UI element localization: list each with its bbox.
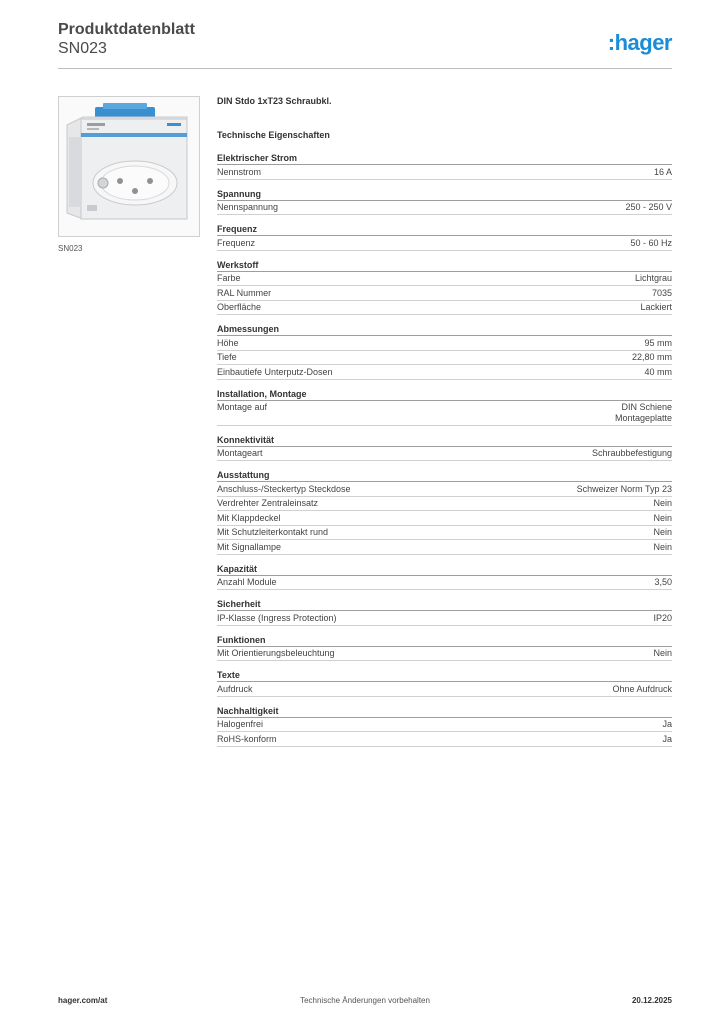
document-title: Produktdatenblatt xyxy=(58,21,195,38)
property-row xyxy=(217,526,672,541)
property-group xyxy=(217,324,672,380)
group-title: Elektrischer Strom xyxy=(217,153,672,165)
property-value: Nein xyxy=(653,527,672,537)
group-title: Funktionen xyxy=(217,635,672,647)
property-group xyxy=(217,470,672,555)
property-value: 250 - 250 V xyxy=(625,202,672,212)
product-image xyxy=(58,96,200,237)
group-title: Texte xyxy=(217,670,672,682)
property-group xyxy=(217,706,672,747)
property-label: Mit Orientierungsbeleuchtung xyxy=(217,648,335,658)
property-row xyxy=(217,401,672,426)
group-title: Spannung xyxy=(217,189,672,201)
property-value: 7035 xyxy=(651,287,672,298)
property-row xyxy=(217,336,672,351)
page-header xyxy=(58,20,672,68)
property-group xyxy=(217,635,672,662)
property-value: Lichtgrau xyxy=(634,273,672,283)
product-image-caption: SN023 xyxy=(58,244,83,253)
property-value: Nein xyxy=(653,648,672,658)
property-value: 50 - 60 Hz xyxy=(630,237,672,248)
property-group xyxy=(217,260,672,316)
group-title: Werkstoff xyxy=(217,260,672,272)
property-label: RAL Nummer xyxy=(217,287,272,298)
property-label: Mit Signallampe xyxy=(217,541,282,552)
hager-logo: :hager xyxy=(607,30,672,55)
property-row xyxy=(217,272,672,287)
property-label: Mit Schutzleiterkontakt rund xyxy=(217,527,329,537)
footer-notice: Technische Änderungen vorbehalten xyxy=(300,996,430,1005)
property-value: 16 A xyxy=(653,166,672,177)
property-row xyxy=(217,540,672,555)
group-title: Konnektivität xyxy=(217,435,672,447)
property-row xyxy=(217,351,672,366)
group-title: Sicherheit xyxy=(217,599,672,611)
property-group xyxy=(217,435,672,462)
property-label: Einbautiefe Unterputz-Dosen xyxy=(217,366,333,377)
property-row xyxy=(217,718,672,733)
property-label: Tiefe xyxy=(217,352,237,362)
property-row xyxy=(217,236,672,251)
property-group xyxy=(217,153,672,180)
property-value: Lackiert xyxy=(640,302,672,312)
footer-date: 20.12.2025 xyxy=(631,996,672,1005)
property-row xyxy=(217,511,672,526)
property-group xyxy=(217,599,672,626)
property-value: Ja xyxy=(662,733,672,744)
property-group xyxy=(217,189,672,216)
property-label: RoHS-konform xyxy=(217,733,277,744)
property-label: Anschluss-/Steckertyp Steckdose xyxy=(217,483,351,494)
property-row xyxy=(217,647,672,662)
property-row xyxy=(217,611,672,626)
property-label: Mit Klappdeckel xyxy=(217,512,281,523)
property-value: Nein xyxy=(653,541,672,552)
property-label: Halogenfrei xyxy=(217,719,264,729)
group-title: Kapazität xyxy=(217,564,672,576)
property-label: Frequenz xyxy=(217,237,256,248)
section-heading: Technische Eigenschaften xyxy=(217,130,330,140)
property-value: Nein xyxy=(653,498,672,508)
property-value: 40 mm xyxy=(644,366,672,377)
property-value: Nein xyxy=(653,512,672,523)
property-label: IP-Klasse (Ingress Protection) xyxy=(217,612,337,623)
property-label: Anzahl Module xyxy=(217,577,277,587)
property-row xyxy=(217,447,672,462)
group-title: Frequenz xyxy=(217,224,672,236)
property-value: Schweizer Norm Typ 23 xyxy=(576,483,672,494)
property-value: Ohne Aufdruck xyxy=(612,683,672,694)
property-label: Oberfläche xyxy=(217,302,262,312)
datasheet-content xyxy=(217,96,672,747)
product-name: DIN Stdo 1xT23 Schraubkl. xyxy=(217,96,332,106)
property-row xyxy=(217,482,672,497)
property-row xyxy=(217,301,672,316)
document-subtitle: SN023 xyxy=(58,40,107,57)
property-groups xyxy=(217,153,672,747)
header-divider xyxy=(58,68,672,69)
property-label: Montageart xyxy=(217,448,263,458)
property-row xyxy=(217,286,672,301)
property-row xyxy=(217,497,672,512)
property-row xyxy=(217,201,672,216)
property-value: IP20 xyxy=(653,612,672,623)
property-label: Aufdruck xyxy=(217,683,253,694)
property-label: Nennspannung xyxy=(217,202,279,212)
property-value: 22,80 mm xyxy=(631,352,672,362)
property-row xyxy=(217,576,672,591)
property-group xyxy=(217,224,672,251)
property-group xyxy=(217,670,672,697)
group-title: Nachhaltigkeit xyxy=(217,706,672,718)
property-value: Schraubbefestigung xyxy=(591,448,672,458)
property-label: Verdrehter Zentraleinsatz xyxy=(217,498,319,508)
property-group xyxy=(217,389,672,426)
property-value: 95 mm xyxy=(644,337,672,348)
group-title: Ausstattung xyxy=(217,470,672,482)
property-label: Farbe xyxy=(217,273,241,283)
footer-website: hager.com/at xyxy=(58,996,108,1005)
property-row xyxy=(217,732,672,747)
group-title: Abmessungen xyxy=(217,324,672,336)
property-row xyxy=(217,165,672,180)
property-row xyxy=(217,365,672,380)
property-value: DIN Schiene Montageplatte xyxy=(614,402,672,423)
property-label: Montage auf xyxy=(217,402,268,412)
property-value: Ja xyxy=(662,719,672,729)
property-group xyxy=(217,564,672,591)
property-label: Höhe xyxy=(217,337,239,348)
group-title: Installation, Montage xyxy=(217,389,672,401)
property-row xyxy=(217,682,672,697)
property-value: 3,50 xyxy=(654,577,672,587)
socket-illustration xyxy=(59,97,199,236)
property-label: Nennstrom xyxy=(217,166,262,177)
